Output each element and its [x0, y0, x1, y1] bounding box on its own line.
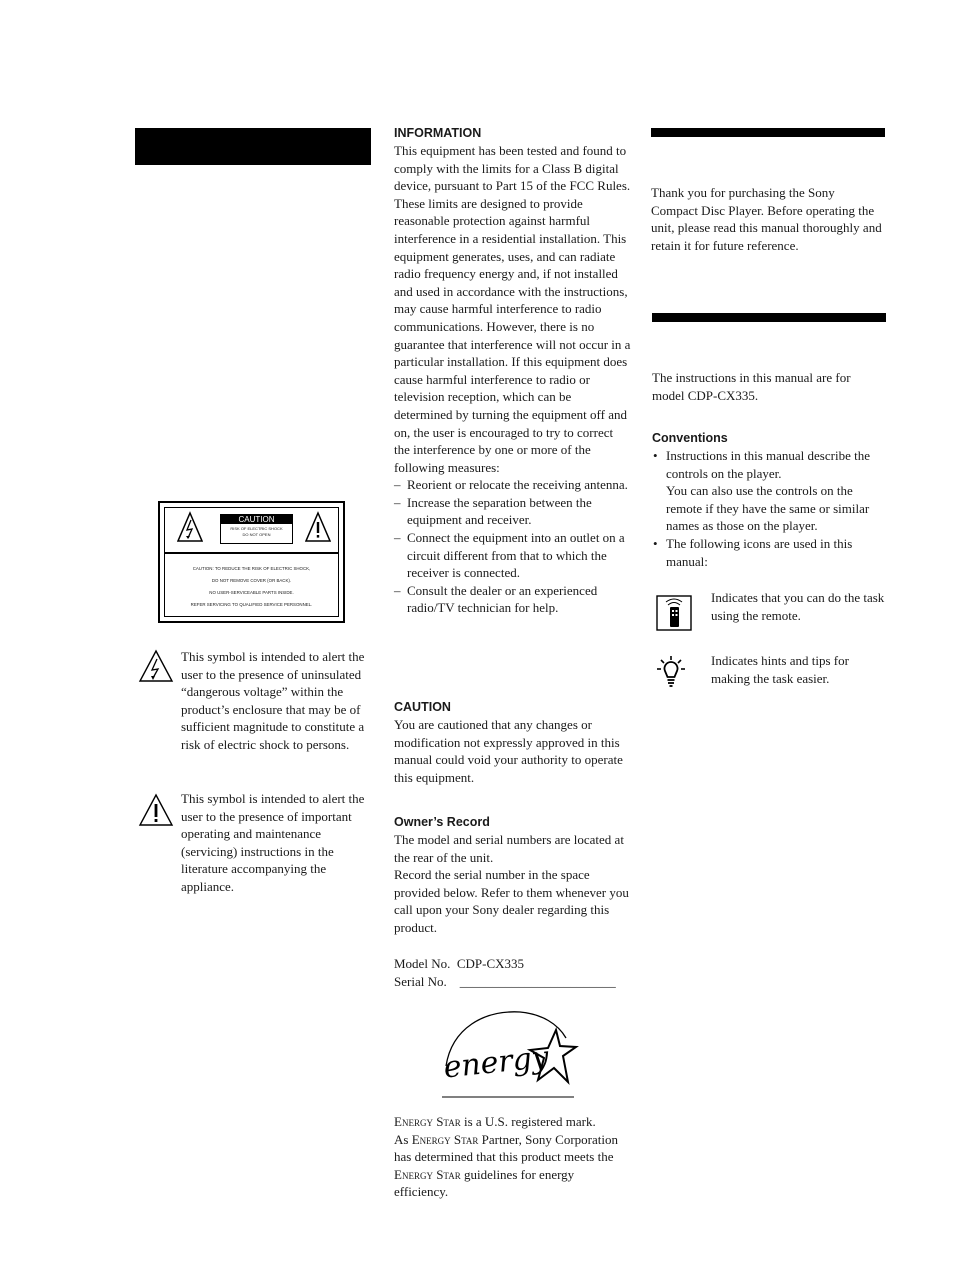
caution-section — [394, 699, 632, 786]
icon1-description: Indicates that you can do the task using the remote. — [711, 590, 885, 623]
caution-label-sub1: RISK OF ELECTRIC SHOCK — [230, 526, 283, 531]
information-body: This equipment has been tested and found to comply with the limits for a Class B digital device, pursuant to Part 15 of the FCC Rules. These limits are designed to provide reasonable protection against harmful interference in a residential installation. This equipment generates, uses, and can radiate radio frequency energy and, if not installed and used in accordance with the instructions, may cause harmful interference to radio communications. However, there is no guarantee that interference will not occur in a particular installation. If this equipment does cause harmful interference to radio or television reception, which can be determined by turning the equipment off and on, the user is encouraged to try to correct the interference by one or more of the following measures: — [394, 143, 631, 475]
label-divider — [165, 552, 338, 554]
energy-star-line1-rest: is a U.S. registered mark. — [460, 1114, 596, 1129]
energy-star-line2 — [394, 1131, 628, 1201]
model-label: Model No. — [394, 956, 451, 971]
icon2-description: Indicates hints and tips for making the task easier. — [711, 653, 849, 686]
caution-body: You are cautioned that any changes or modification not expressly approved in this manual could void your authority to operate this equipment. — [394, 717, 623, 785]
list-item: – Reorient or relocate the receiving antenna. — [394, 476, 632, 494]
model-value: CDP-CX335 — [456, 956, 525, 971]
energy-star-line2-pre: As — [394, 1131, 412, 1147]
caution-heading: CAUTION — [394, 700, 451, 714]
about-body: The instructions in this manual are for model CDP-CX335. — [652, 370, 851, 403]
label-line: REFER SERVICING TO QUALIFIED SERVICE PERSONNEL. — [190, 602, 313, 607]
bullet1-subtext: You can also use the controls on the remote if they have the same or similar names as those on the player. — [666, 483, 870, 534]
lightning-triangle-icon — [177, 511, 203, 543]
label-line: DO NOT REMOVE COVER (OR BACK). — [211, 578, 292, 583]
caution-label-title: CAUTION — [221, 515, 292, 524]
symbol1-text: This symbol is intended to alert the user to the presence of uninsulated “dangerous voltage” within the product’s enclosure that may be of sufficient magnitude to constitute a risk of electric shock to persons. — [181, 649, 365, 752]
information-heading: INFORMATION — [394, 126, 482, 140]
energy-star-line1 — [394, 1113, 628, 1131]
light-bulb-icon — [656, 655, 686, 689]
model-number-row — [394, 955, 632, 973]
section-header-bar-welcome — [651, 128, 885, 137]
energy-star-brand: Energy Star — [394, 1114, 461, 1129]
caution-label-image — [158, 501, 345, 623]
list-item: – Connect the equipment into an outlet on a circuit different from that to which the receiver is connected. — [394, 529, 632, 582]
conventions-heading: Conventions — [652, 431, 728, 445]
welcome-body: Thank you for purchasing the Sony Compact Disc Player. Before operating the unit, please read this manual thoroughly and retain it for future reference. — [651, 185, 882, 253]
energy-star-text — [394, 1113, 628, 1201]
bullet1-text: • Instructions in this manual describe the controls on the player. — [666, 448, 870, 481]
conventions-list — [652, 447, 884, 570]
owners-record-body1: The model and serial numbers are located at the rear of the unit. — [394, 832, 624, 865]
energy-star-logo — [438, 1008, 580, 1100]
caution-box — [220, 514, 293, 544]
caution-label-sub2: DO NOT OPEN — [242, 532, 271, 537]
exclamation-triangle-icon — [305, 511, 331, 543]
owners-record-section — [394, 814, 632, 937]
owners-record-body2: Record the serial number in the space provided below. Refer to them whenever you call upon your Sony dealer regarding this product. — [394, 867, 629, 935]
exclamation-triangle-icon — [138, 793, 174, 827]
section-header-bar-left — [135, 128, 371, 165]
serial-label: Serial No. — [394, 974, 447, 989]
energy-star-line2-mid: Partner, Sony Corporation has determined that this product meets the — [394, 1131, 618, 1165]
list-item: • The following icons are used in this manual: — [652, 535, 884, 570]
measures-list — [394, 476, 632, 617]
energy-star-line2-post: guidelines for energy efficiency. — [394, 1166, 575, 1200]
list-item: – Consult the dealer or an experienced radio/TV technician for help. — [394, 582, 632, 617]
serial-blank: ________________________ — [459, 974, 616, 989]
owners-record-heading: Owner’s Record — [394, 815, 490, 829]
energy-star-brand: Energy Star — [411, 1131, 479, 1147]
energy-star-brand: Energy Star — [394, 1166, 461, 1182]
list-item — [652, 447, 884, 535]
symbol2-text: This symbol is intended to alert the user to the presence of important operating and maintenance (servicing) instructions in the literature accompanying the appliance. — [181, 791, 365, 894]
conventions-section — [652, 430, 884, 570]
label-line: CAUTION: TO REDUCE THE RISK OF ELECTRIC SHOCK, — [192, 566, 311, 571]
middle-column — [394, 125, 632, 617]
energy-logo-text: energy — [441, 1039, 551, 1086]
serial-number-row — [394, 973, 632, 991]
label-line: NO USER-SERVICEABLE PARTS INSIDE. — [209, 590, 294, 595]
section-header-bar-about — [652, 313, 886, 322]
list-item: – Increase the separation between the equipment and receiver. — [394, 494, 632, 529]
remote-icon — [656, 593, 693, 632]
lightning-triangle-icon — [138, 649, 174, 683]
